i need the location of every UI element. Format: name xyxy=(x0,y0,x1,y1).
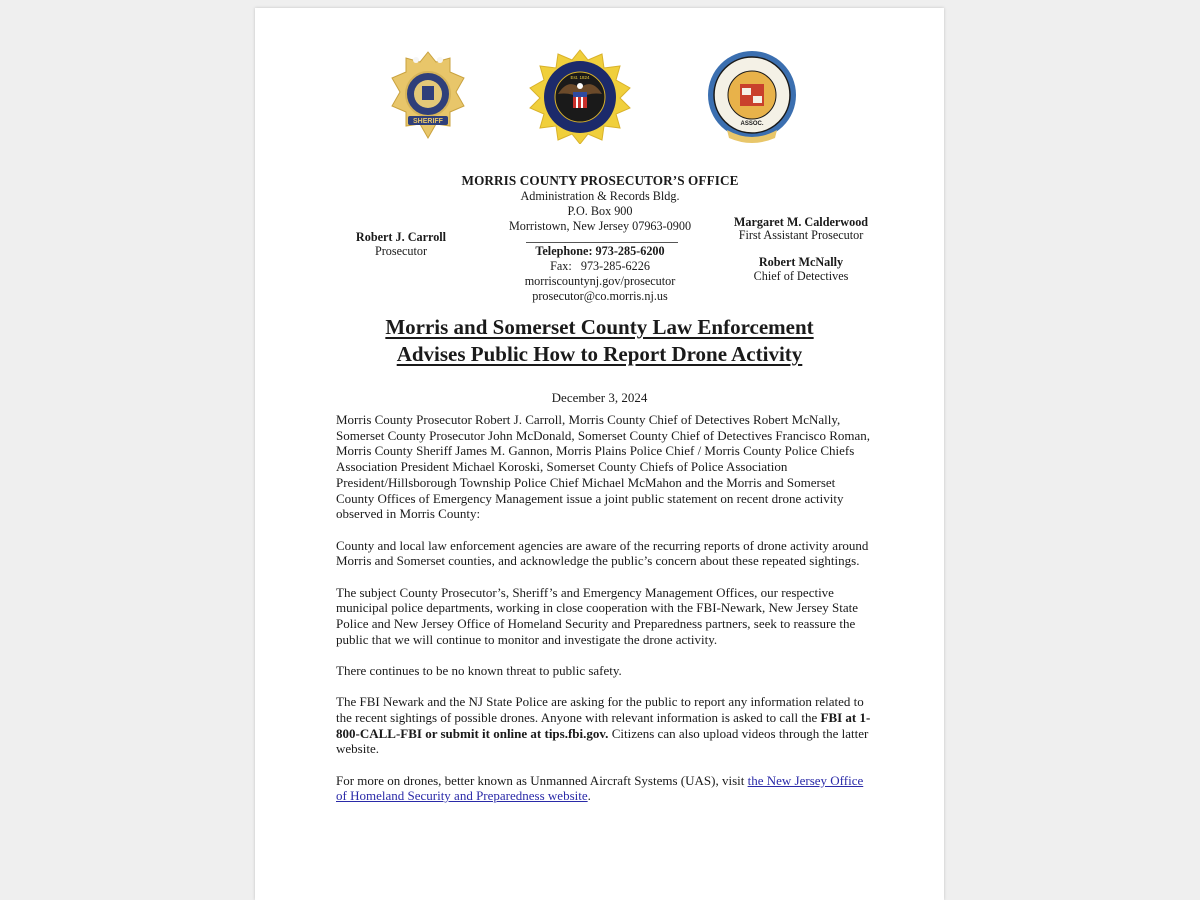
email: prosecutor@co.morris.nj.us xyxy=(532,289,668,303)
first-assistant-name: Margaret M. Calderwood xyxy=(733,215,869,229)
police-chiefs-association-seal-icon xyxy=(705,48,799,144)
sheriff-badge-icon xyxy=(388,48,468,142)
first-assistant-title: First Assistant Prosecutor xyxy=(738,228,864,242)
prosecutor-title: Prosecutor xyxy=(374,244,428,258)
office-name: MORRIS COUNTY PROSECUTOR’S OFFICE xyxy=(461,173,739,188)
headline-line-1: Morris and Somerset County Law Enforcement xyxy=(385,315,814,339)
address-line-1: Administration & Records Bldg. xyxy=(520,189,680,203)
paragraph-report-info xyxy=(336,694,876,757)
svg-text:Est. 1824: Est. 1824 xyxy=(570,75,590,80)
release-body xyxy=(336,412,876,820)
paragraph-signatories: Morris County Prosecutor Robert J. Carroll, Morris County Chief of Detectives Robert McNally, Somerset County Prosecutor John McDonald, Somerset County Chief of Detectives Francisco Roman, Morris County Sheriff James M. Gannon, Morris Plains Police Chief / Morris County Police Chiefs Association President Michael Koroski, Somerset County Chiefs of Police Association President/Hillsborough Township Police Chief Michael McMahon and the Morris and Somerset County Offices of Emergency Management issue a joint public statement on recent drone activity observed in Morris County: xyxy=(336,412,871,522)
press-release-page xyxy=(255,8,944,900)
prosecutor-office-seal-icon xyxy=(528,48,632,144)
chief-detectives-title: Chief of Detectives xyxy=(753,269,849,283)
chief-detectives-name: Robert McNally xyxy=(758,255,844,269)
paragraph-no-threat: There continues to be no known threat to public safety. xyxy=(336,662,622,678)
fax: Fax: 973-285-6226 xyxy=(550,259,650,273)
more-info-text: For more on drones, better known as Unmanned Aircraft Systems (UAS), visit xyxy=(336,772,748,788)
headline-line-2: Advises Public How to Report Drone Activity xyxy=(396,342,803,366)
fbi-contact: FBI at 1-800-CALL-FBI or submit it online at tips.fbi.gov. xyxy=(336,709,871,741)
telephone: Telephone: 973-285-6200 xyxy=(535,244,665,258)
headline xyxy=(255,314,944,368)
address-line-3: Morristown, New Jersey 07963-0900 xyxy=(508,219,692,233)
website: morriscountynj.gov/prosecutor xyxy=(524,274,676,288)
svg-text:ASSOC.: ASSOC. xyxy=(740,121,764,127)
njohsp-website-link[interactable]: the New Jersey Office of Homeland Security and Preparedness website xyxy=(336,772,864,804)
svg-text:SHERIFF: SHERIFF xyxy=(413,118,443,125)
paragraph-awareness: County and local law enforcement agencies are aware of the recurring reports of drone activity around Morris and Somerset counties, and acknowledge the public’s concern about these repeated sightings. xyxy=(336,537,869,569)
report-text-start: The FBI Newark and the NJ State Police are asking for the public to report any information related to the recent sightings of possible drones. Anyone with relevant information is asked to call the xyxy=(336,694,864,725)
letterhead-divider xyxy=(526,242,678,243)
release-date: December 3, 2024 xyxy=(551,390,648,405)
paragraph-more-info xyxy=(336,773,876,804)
prosecutor-name: Robert J. Carroll xyxy=(355,230,447,244)
paragraph-cooperation: The subject County Prosecutor’s, Sheriff’s and Emergency Management Offices, our respective municipal police departments, working in close cooperation with the FBI-Newark, New Jersey State Police and New Jersey Office of Homeland Security and Preparedness partners, seek to reassure the public that we will continue to monitor and investigate the drone activity. xyxy=(336,584,859,647)
address-line-2: P.O. Box 900 xyxy=(567,204,633,218)
more-info-end: . xyxy=(587,788,591,804)
report-text-end: Citizens can also upload videos through the latter website. xyxy=(336,725,869,757)
